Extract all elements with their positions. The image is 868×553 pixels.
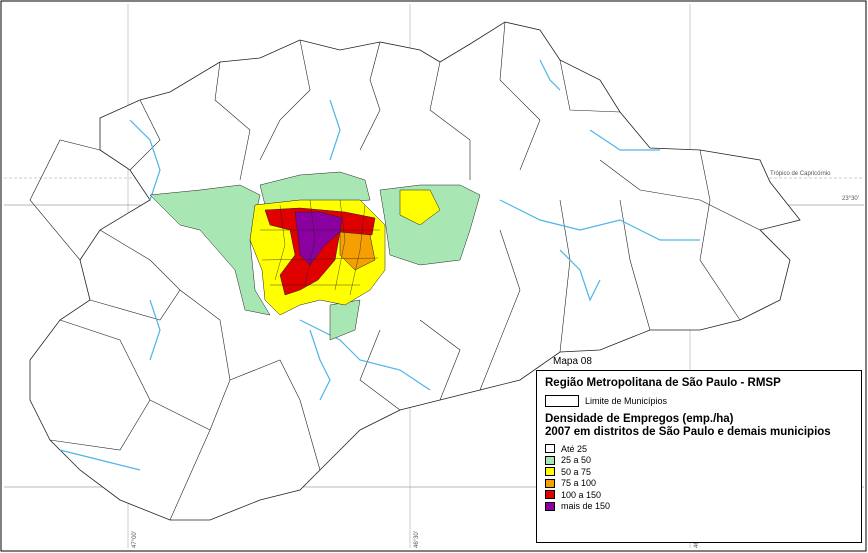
limit-swatch bbox=[545, 395, 579, 407]
legend-class-row bbox=[545, 455, 610, 467]
class-label: Até 25 bbox=[561, 443, 588, 454]
map-number-label: Mapa 08 bbox=[553, 356, 592, 367]
density-title bbox=[545, 413, 831, 439]
tropic-label: Trópico de Capricórnio bbox=[770, 171, 831, 177]
density-title-line-2: 2007 em distritos de São Paulo e demais municipios bbox=[545, 426, 831, 438]
legend bbox=[536, 370, 862, 543]
class-label: mais de 150 bbox=[561, 501, 611, 512]
lat-label-1: 23°30' bbox=[842, 196, 859, 202]
class-swatch bbox=[545, 456, 555, 465]
limit-label: Limite de Municípios bbox=[585, 396, 668, 406]
lon-label-2: 46°30' bbox=[414, 531, 420, 548]
class-swatch bbox=[545, 444, 555, 453]
legend-class-row bbox=[545, 443, 610, 455]
class-swatch bbox=[545, 502, 555, 511]
legend-class-row bbox=[545, 466, 610, 478]
class-swatch bbox=[545, 467, 555, 476]
density-title-line-1: Densidade de Empregos (emp./ha) bbox=[545, 413, 734, 425]
class-label: 100 a 150 bbox=[561, 489, 602, 500]
class-label: 50 a 75 bbox=[561, 466, 592, 477]
legend-class-row bbox=[545, 478, 610, 490]
legend-class-row bbox=[545, 489, 610, 501]
class-label: 25 a 50 bbox=[561, 455, 592, 466]
class-swatch bbox=[545, 479, 555, 488]
legend-class-row bbox=[545, 501, 610, 513]
legend-classes bbox=[545, 443, 610, 512]
class-swatch bbox=[545, 490, 555, 499]
lon-label-1: 47°00' bbox=[132, 531, 138, 548]
class-label: 75 a 100 bbox=[561, 478, 597, 489]
limit-row bbox=[545, 395, 667, 407]
legend-title: Região Metropolitana de São Paulo - RMSP bbox=[545, 377, 781, 389]
